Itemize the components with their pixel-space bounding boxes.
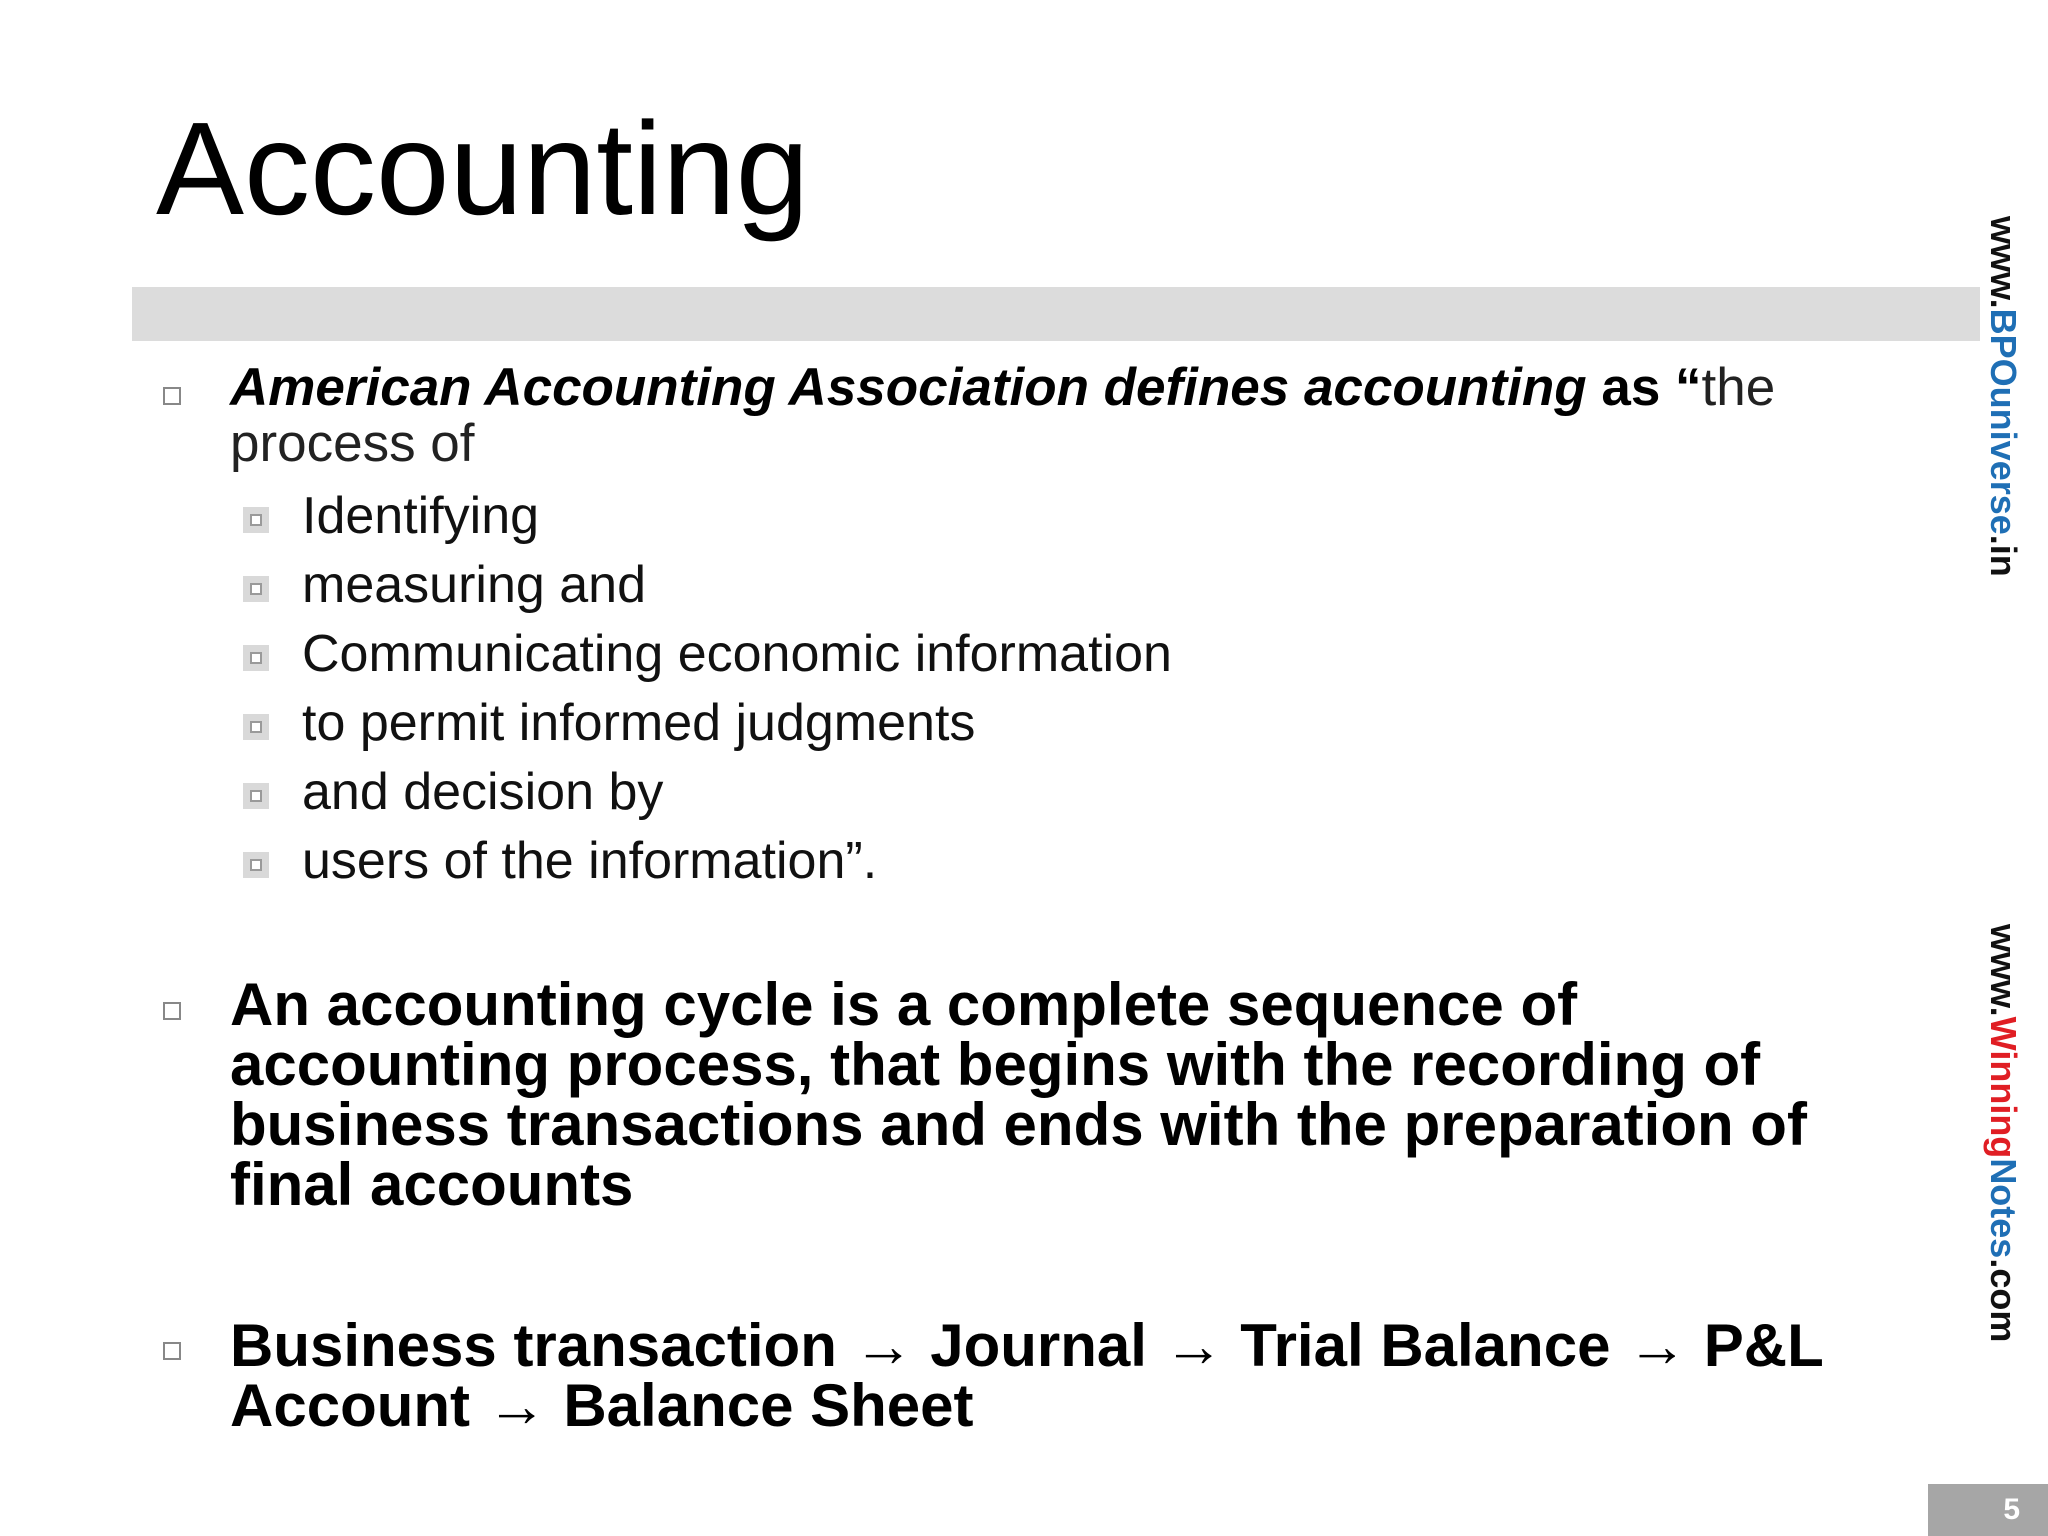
watermark-winningnotes — [1982, 924, 2024, 1342]
slide-title: Accounting — [156, 95, 810, 242]
watermark-bpouniverse — [1982, 216, 2024, 577]
bullet-marker — [163, 1002, 181, 1020]
sub-bullet-marker — [243, 507, 269, 533]
definition-the: the — [1701, 358, 1776, 417]
watermark-suffix: .com — [1983, 1258, 2024, 1343]
paragraph-line: final accounts — [230, 1151, 634, 1218]
title-divider-bar — [132, 287, 1980, 341]
sub-bullet-marker — [243, 645, 269, 671]
watermark-brand-a: Winning — [1983, 1016, 2024, 1159]
sub-item: to permit informed judgments — [302, 694, 976, 752]
sub-bullet-marker — [243, 783, 269, 809]
paragraph-line: An accounting cycle is a complete sequence of — [230, 971, 1578, 1038]
watermark-prefix: www. — [1983, 216, 2024, 309]
paragraph-line: Business transaction → Journal → Trial Balance → P&L — [230, 1312, 1824, 1379]
paragraph-line: business transactions and ends with the preparation of — [230, 1091, 1807, 1158]
bullet-marker — [163, 1342, 181, 1360]
definition-line-2: process of — [230, 414, 475, 473]
watermark-suffix: .in — [1983, 534, 2024, 577]
watermark-brand-b: Notes — [1983, 1158, 2024, 1259]
sub-item: and decision by — [302, 763, 664, 821]
definition-lead: American Accounting Association defines accounting — [230, 358, 1587, 417]
sub-item: users of the information”. — [302, 832, 878, 890]
paragraph-line: Account → Balance Sheet — [230, 1372, 974, 1439]
definition-as: as — [1586, 358, 1676, 417]
watermark-prefix: www. — [1983, 924, 2024, 1017]
sub-bullet-marker — [243, 852, 269, 878]
sub-item: Identifying — [302, 487, 540, 545]
sub-bullet-marker — [243, 714, 269, 740]
bullet-marker — [163, 387, 181, 405]
definition-paragraph — [230, 360, 1775, 472]
sub-item: Communicating economic information — [302, 625, 1172, 683]
page-number-badge: 5 — [1928, 1484, 2048, 1536]
sub-bullet-marker — [243, 576, 269, 602]
watermark-brand: BPOuniverse — [1983, 308, 2024, 535]
definition-line-1 — [230, 360, 1775, 416]
process-flow-paragraph — [230, 1312, 1824, 1439]
sub-item: measuring and — [302, 556, 646, 614]
definition-quote: “ — [1675, 358, 1702, 417]
paragraph-line: accounting process, that begins with the recording of — [230, 1031, 1761, 1098]
accounting-cycle-paragraph — [230, 971, 1807, 1218]
